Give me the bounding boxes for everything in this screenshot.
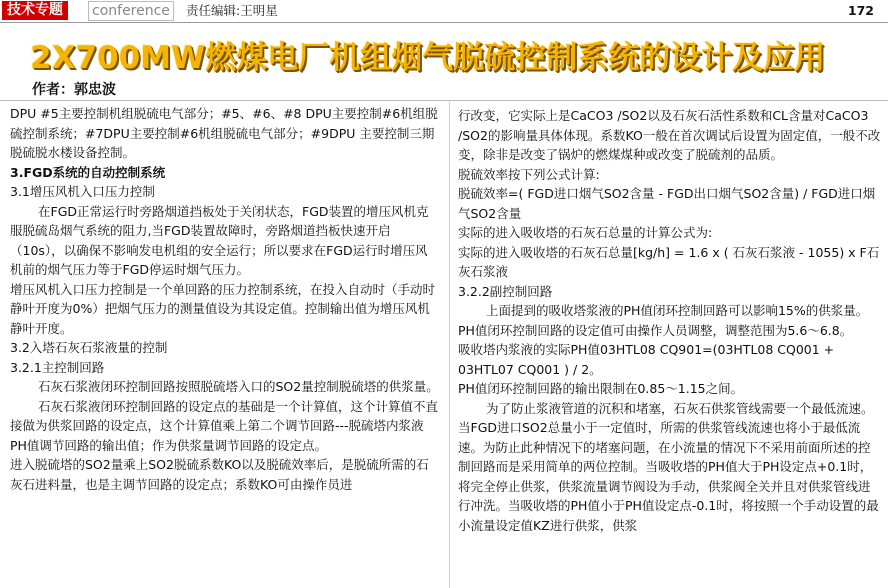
- formula: 脱硫效率=( FGD进口烟气SO2含量 - FGD出口烟气SO2含量) / FGD进口烟气SO2含量: [458, 186, 876, 221]
- header-divider: [0, 22, 888, 23]
- formula: 实际的进入吸收塔的石灰石总量[kg/h] = 1.6 x ( 石灰石浆液 - 1055) x F石灰石浆液: [458, 244, 880, 279]
- formula: 吸收塔内浆液的实际PH值03HTL08 CQ901=(03HTL08 CQ001 + 03HTL07 CQ001 ) / 2。: [458, 342, 835, 377]
- title-divider: [0, 100, 888, 101]
- section-tag: 技术专题: [2, 1, 68, 20]
- paragraph: 进入脱硫塔的SO2量乘上SO2脱硫系数KO以及脱硫效率后，是脱硫所需的石灰石进料量，也是主调节回路的设定点；系数KO可由操作员进: [10, 457, 429, 492]
- subsection-heading: 3.2.2副控制回路: [458, 283, 553, 299]
- paragraph: 石灰石浆液闭环控制回路的设定点的基础是一个计算值，这个计算值不直接做为供浆回路的设定点，这个计算值乘上第二个调节回路---脱硫塔内浆液PH值调节回路的输出值；作为供浆量调节回路的设定点。: [10, 398, 439, 453]
- paragraph: 上面提到的吸收塔浆液的PH值闭环控制回路可以影响15%的供浆量。PH值闭环控制回路的设定值可由操作人员调整，调整范围为5.6～6.8。: [458, 303, 869, 338]
- paragraph: 在FGD正常运行时旁路烟道挡板处于关闭状态，FGD装置的增压风机克服脱硫岛烟气系统的阻力,当FGD装置故障时，旁路烟道挡板快速开启（10s），以确保不影响发电机组的安全运行；所以要求在FGD运行时增压风机前的烟气压力等于FGD停运时烟气压力。: [10, 203, 429, 277]
- paragraph: 增压风机入口压力控制是一个单回路的压力控制系统，在投入自动时（手动时静叶开度为0%）把烟气压力的测量值设为其设定值。控制输出值为增压风机静叶开度。: [10, 281, 436, 336]
- column-divider: [449, 102, 450, 588]
- subsection-heading: 3.2.1主控制回路: [10, 359, 105, 375]
- section-heading: 3.FGD系统的自动控制系统: [10, 164, 166, 180]
- subsection-heading: 3.1增压风机入口压力控制: [10, 184, 155, 199]
- paragraph: 实际的进入吸收塔的石灰石总量的计算公式为:: [458, 225, 713, 240]
- paragraph: PH值闭环控制回路的输出限制在0.85～1.15之间。: [458, 381, 744, 396]
- left-column: [10, 104, 440, 494]
- paragraph: DPU #5主要控制机组脱硫电气部分；#5、#6、#8 DPU主要控制#6机组脱硫控制系统；#7DPU主要控制#6机组脱硫电气部分；#9DPU 主要控制三期脱硫脱水楼设备控制。: [10, 106, 438, 160]
- article-author: 作者：郭忠波: [32, 82, 116, 98]
- conference-label: conference: [88, 1, 174, 21]
- article-title: 2X700MW燃煤电厂机组烟气脱硫控制系统的设计及应用: [30, 40, 826, 76]
- subsection-heading: 3.2入塔石灰石浆液量的控制: [10, 340, 168, 355]
- paragraph: 行改变，它实际上是CaCO3 /SO2以及石灰石活性系数和CL含量对CaCO3 /SO2的影响量具体体现。系数KO一般在首次调试后设置为固定值，一般不改变，除非是改变了锅炉的燃煤煤种或改变了脱硫剂的品质。: [458, 108, 881, 162]
- right-column: [458, 106, 882, 535]
- page-header: [0, 0, 888, 22]
- page-number: 172: [847, 3, 874, 18]
- paragraph: 石灰石浆液闭环控制回路按照脱硫塔入口的SO2量控制脱硫塔的供浆量。: [38, 379, 439, 394]
- paragraph: 为了防止浆液管道的沉积和堵塞，石灰石供浆管线需要一个最低流速。当FGD进口SO2总量小于一定值时，所需的供浆管线流速也将小于最低流速。为防止此种情况下的堵塞问题，在小流量的情况下不采用前面所述的控制回路而是采用简单的两位控制。当吸收塔的PH值大于PH设定点+0.1时，将完全停止供浆，供浆流量调节阀设为手动，供浆阀全关并且对供浆管线进行冲洗。当吸收塔的PH值小于PH值设定点-0.1时，将按照一个手动设置的最小流量设定值KZ进行供浆，供浆: [458, 400, 879, 533]
- paragraph: 脱硫效率按下列公式计算:: [458, 166, 600, 182]
- editor-credit: 责任编辑:王明星: [186, 3, 278, 18]
